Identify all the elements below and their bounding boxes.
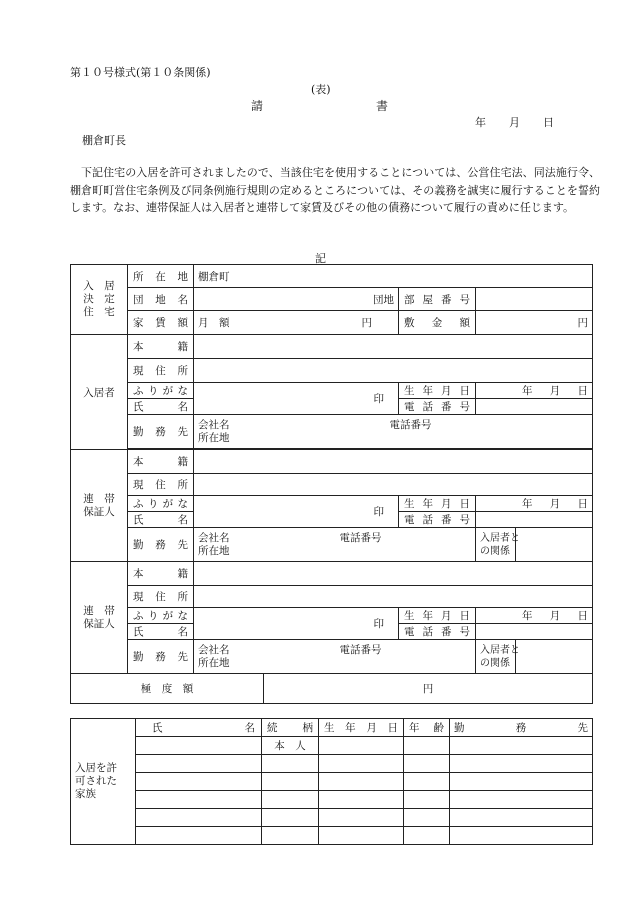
family-cell — [404, 755, 450, 773]
col-work: 勤 務 先 — [450, 719, 593, 737]
form-number: 第１０号様式(第１０条関係) — [70, 66, 211, 79]
family-cell — [136, 755, 262, 773]
pledge-text: 下記住宅の入居を許可されましたので、当該住宅を使用することについては、公営住宅法、同法施行令、棚倉町町営住宅条例及び同条例施行規則の定めるところについては、その義務を誠実に履行することを誓約します。なお、連帯保証人は入居者と連帯して家賃及びその他の債務について履行の責めに任じます。 — [70, 166, 600, 214]
address-value — [194, 359, 593, 383]
honseki-label: 本 籍 — [128, 450, 194, 474]
relation-value — [516, 528, 593, 562]
family-cell — [404, 773, 450, 791]
self-relation: 本 人 — [262, 737, 319, 755]
complex-label: 団地名 — [128, 288, 194, 311]
deposit-label: 敷 金 額 — [399, 311, 476, 335]
seal-mark: 印 — [194, 496, 399, 528]
family-cell — [450, 737, 593, 755]
title-right: 書 — [376, 99, 389, 113]
work-value: 会社名 電話番号 所在地 — [194, 640, 476, 674]
rent-value: 月 額 円 — [194, 311, 399, 335]
relation-value — [516, 640, 593, 674]
family-cell — [262, 791, 319, 809]
work-label: 勤務先 — [128, 415, 194, 449]
phone-label: 電話番号 — [399, 624, 476, 640]
birth-label: 生年月日 — [399, 496, 476, 512]
addressee: 棚倉町長 — [82, 134, 126, 147]
complex-suffix: 団地 — [194, 288, 399, 311]
family-cell — [450, 827, 593, 845]
side-label: (表) — [311, 83, 331, 96]
work-label: 勤務先 — [128, 640, 194, 674]
furigana-label: ふりがな — [128, 496, 194, 512]
main-table — [70, 264, 593, 704]
family-cell — [262, 827, 319, 845]
location-value: 棚倉町 — [194, 265, 593, 288]
family-cell — [319, 755, 404, 773]
room-label: 部屋番号 — [399, 288, 476, 311]
family-cell — [404, 827, 450, 845]
family-cell — [450, 773, 593, 791]
phone-label: 電話番号 — [399, 512, 476, 528]
family-cell — [262, 773, 319, 791]
col-age: 年齢 — [404, 719, 450, 737]
phone-value — [476, 624, 593, 640]
work-value: 会社名 電話番号 所在地 — [194, 528, 476, 562]
family-cell — [136, 737, 262, 755]
honseki-label: 本 籍 — [128, 562, 194, 586]
room-value — [476, 288, 593, 311]
family-cell — [262, 809, 319, 827]
tenant-section-label: 入居者 — [71, 335, 128, 450]
phone-label: 電話番号 — [399, 399, 476, 415]
family-cell — [136, 791, 262, 809]
family-cell — [319, 809, 404, 827]
guarantor2-section-label: 連 帯 保証人 — [71, 562, 128, 674]
family-cell — [450, 755, 593, 773]
name-label: 氏 名 — [128, 512, 194, 528]
name-label: 氏 名 — [128, 624, 194, 640]
honseki-value — [194, 335, 593, 359]
address-label: 現住所 — [128, 474, 194, 496]
date-year: 年 — [475, 116, 486, 129]
housing-section-label: 入 居 決 定 住 宅 — [71, 265, 128, 335]
date-day: 日 — [543, 116, 554, 129]
family-cell — [404, 737, 450, 755]
honseki-label: 本 籍 — [128, 335, 194, 359]
family-cell — [136, 773, 262, 791]
col-birth: 生年月日 — [319, 719, 404, 737]
phone-value — [476, 399, 593, 415]
date-month: 月 — [509, 116, 520, 129]
furigana-label: ふりがな — [128, 383, 194, 399]
family-cell — [319, 773, 404, 791]
rent-label: 家賃額 — [128, 311, 194, 335]
honseki-value — [194, 562, 593, 586]
col-relation: 続柄 — [262, 719, 319, 737]
address-value — [194, 586, 593, 608]
birth-value: 年 月 日 — [476, 608, 593, 624]
guarantor1-section-label: 連 帯 保証人 — [71, 450, 128, 562]
family-table — [70, 718, 593, 845]
birth-value: 年 月 日 — [476, 383, 593, 399]
family-cell — [262, 755, 319, 773]
family-cell — [136, 827, 262, 845]
address-value — [194, 474, 593, 496]
limit-value: 円 — [264, 674, 593, 704]
family-cell — [404, 791, 450, 809]
birth-label: 生年月日 — [399, 383, 476, 399]
birth-label: 生年月日 — [399, 608, 476, 624]
family-cell — [136, 809, 262, 827]
phone-value — [476, 512, 593, 528]
work-label: 勤務先 — [128, 528, 194, 562]
location-label: 所在地 — [128, 265, 194, 288]
family-cell — [319, 737, 404, 755]
furigana-label: ふりがな — [128, 608, 194, 624]
address-label: 現住所 — [128, 586, 194, 608]
family-cell — [450, 809, 593, 827]
birth-value: 年 月 日 — [476, 496, 593, 512]
family-cell — [450, 791, 593, 809]
family-section-label: 入居を許 可された 家族 — [71, 719, 136, 845]
col-name: 氏 名 — [136, 719, 262, 737]
name-label: 氏 名 — [128, 399, 194, 415]
family-cell — [404, 809, 450, 827]
seal-mark: 印 — [194, 383, 399, 415]
work-value: 会社名 電話番号 所在地 — [194, 415, 593, 449]
honseki-value — [194, 450, 593, 474]
deposit-value: 円 — [476, 311, 593, 335]
family-cell — [319, 827, 404, 845]
title-left: 請 — [251, 99, 264, 113]
relation-label: 入居者と の関係 — [476, 528, 516, 562]
limit-label: 極 度 額 — [71, 674, 264, 704]
seal-mark: 印 — [194, 608, 399, 640]
family-cell — [319, 791, 404, 809]
address-label: 現住所 — [128, 359, 194, 383]
ki-label: 記 — [315, 252, 326, 265]
relation-label: 入居者と の関係 — [476, 640, 516, 674]
